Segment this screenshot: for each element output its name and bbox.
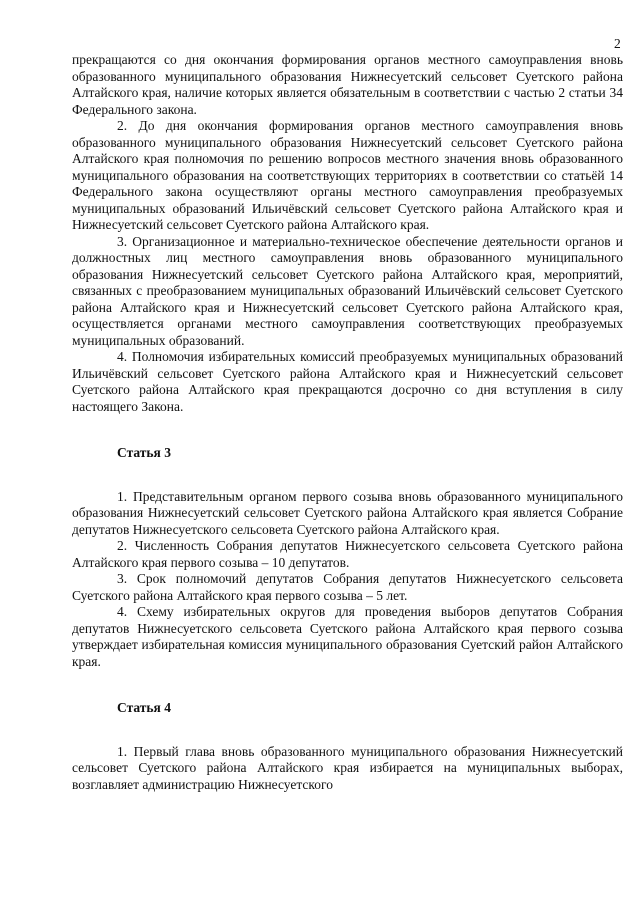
article-4-paragraph-1: 1. Первый глава вновь образованного муниципального образования Нижнесуетский сельсовет Суетского района Алтайского края избирается на муниципальных выборах, возглавляет администрацию Нижнесуетского <box>72 743 623 792</box>
page-number: 2 <box>614 36 621 51</box>
article-3-paragraph-2: 2. Численность Собрания депутатов Нижнесуетского сельсовета Суетского района Алтайского края первого созыва – 10 депутатов. <box>72 538 623 570</box>
document-body <box>72 52 623 793</box>
spacer <box>72 462 623 489</box>
paragraph-2-3: 3. Организационное и материально-техническое обеспечение деятельности органов и должностных лиц местного самоуправления вновь образованного муниципального образования Нижнесуетский сельсовет Суетского района Алтайского края, мероприятий, связанных с преобразованием муниципальных образований Ильичёвский сельсовет Суетского района Алтайского края и Нижнесуетский сельсовет Суетского района Алтайского края, осуществляется органами местного самоуправления соответствующих преобразуемых муниципальных образований. <box>72 233 623 348</box>
article-3-paragraph-1: 1. Представительным органом первого созыва вновь образованного муниципального образования Нижнесуетский сельсовет Суетского района Алтайского края является Собрание депутатов Нижнесуетского сельсовета Суетского района Алтайского края. <box>72 488 623 537</box>
article-4-heading: Статья 4 <box>117 700 171 715</box>
article-3-paragraph-3: 3. Срок полномочий депутатов Собрания депутатов Нижнесуетского сельсовета Суетского района Алтайского края первого созыва – 5 лет. <box>72 571 623 603</box>
spacer <box>72 415 623 445</box>
spacer <box>72 717 623 744</box>
article-3-paragraph-4: 4. Схему избирательных округов для проведения выборов депутатов Собрания депутатов Нижнесуетского сельсовета Суетского района Алтайского края первого созыва утверждает избирательная комиссия муниципального образования Суетский район Алтайского края. <box>72 604 623 669</box>
paragraph-2-2: 2. До дня окончания формирования органов местного самоуправления вновь образованного муниципального образования Нижнесуетский сельсовет Суетского района Алтайского края полномочия по решению вопросов местного значения вновь образованного муниципального образования на соответствующих территориях в соответствии со статьёй 14 Федерального закона осуществляют органы местного самоуправления преобразуемых муниципальных образований Ильичёвский сельсовет Суетского района Алтайского края и Нижнесуетский сельсовет Суетского района Алтайского края. <box>72 118 623 232</box>
spacer <box>72 670 623 700</box>
paragraph-continuation: прекращаются со дня окончания формирования органов местного самоуправления вновь образованного муниципального образования Нижнесуетский сельсовет Суетского района Алтайского края, наличие которых является обязательным в соответствии с частью 2 статьи 34 Федерального закона. <box>72 52 623 117</box>
paragraph-2-4: 4. Полномочия избирательных комиссий преобразуемых муниципальных образований Ильичёвский сельсовет Суетского района Алтайского края и Нижнесуетский сельсовет Суетского района Алтайского края прекращаются досрочно со дня вступления в силу настоящего Закона. <box>72 349 623 414</box>
article-3-heading: Статья 3 <box>117 445 171 460</box>
